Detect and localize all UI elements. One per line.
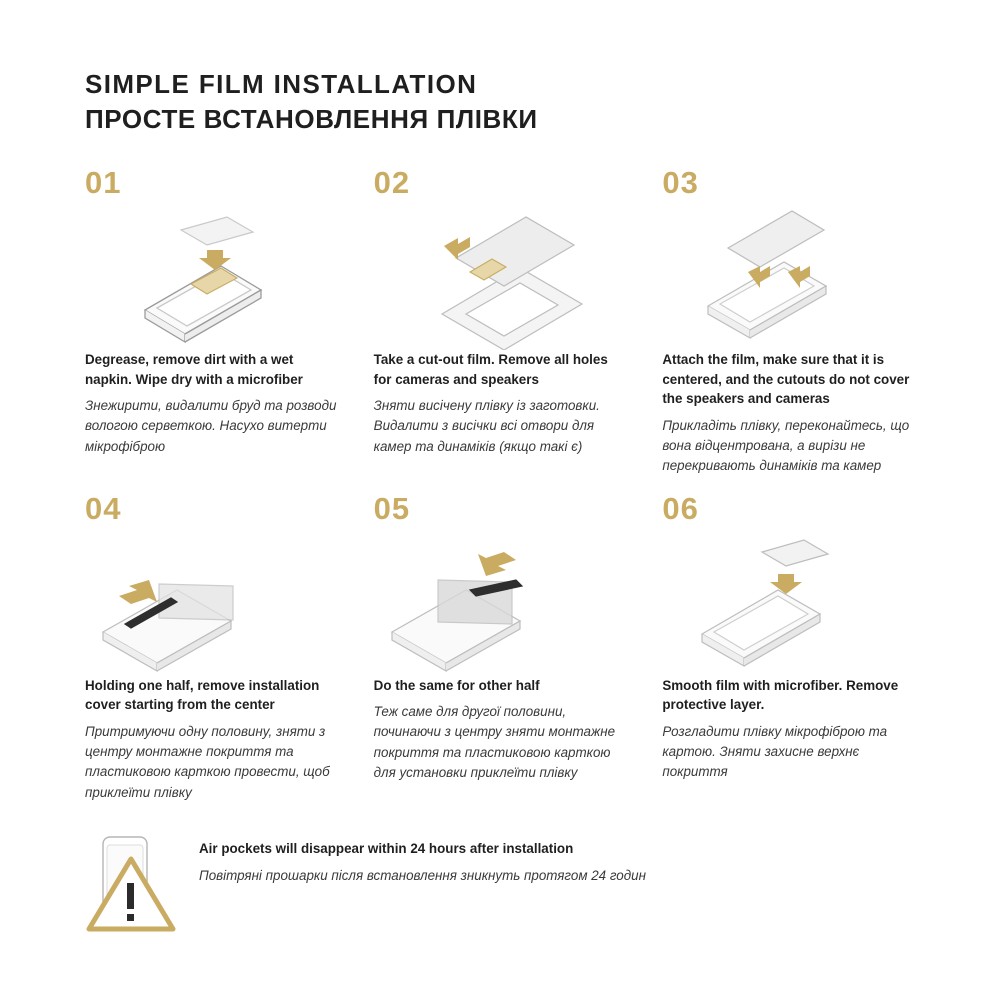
step-text-uk: Теж саме для другої половини, починаючи з центру зняти монтажне покриття та пластиковою карткою для установки приклеїти плівку — [373, 704, 616, 781]
step-number: 04 — [85, 490, 122, 526]
footer-note — [85, 833, 915, 938]
cut-out-film-icon — [374, 202, 627, 350]
step-text-uk: Прикладіть плівку, переконайтесь, що вона відцентрована, а вирізи не перекривають динаміків та камер — [662, 417, 910, 474]
step-text-en: Take a cut-out film. Remove all holes for cameras and speakers — [373, 352, 608, 387]
warning-phone-icon — [85, 833, 177, 938]
step-text-uk: Знежирити, видалити бруд та розводи вологою серветкою. Насухо витерти мікрофіброю — [85, 398, 337, 454]
step-number: 02 — [373, 165, 411, 201]
napkin-over-phone-icon — [85, 202, 338, 350]
step-02 — [374, 167, 627, 476]
page-title-uk: ПРОСТЕ ВСТАНОВЛЕННЯ ПЛІВКИ — [85, 103, 538, 134]
step-06 — [662, 487, 915, 803]
smooth-microfiber-icon — [662, 528, 915, 676]
footer-text-uk: Повітряні прошарки після встановлення зникнуть протягом 24 годин — [199, 868, 646, 884]
step-text-en: Degrease, remove dirt with a wet napkin. Wipe dry with a microfiber — [85, 352, 303, 387]
step-05 — [374, 487, 627, 803]
step-03 — [662, 167, 915, 476]
step-04 — [85, 487, 338, 803]
footer-text-en: Air pockets will disappear within 24 hours after installation — [199, 841, 574, 856]
peel-half-left-icon — [85, 528, 338, 676]
step-01 — [85, 167, 338, 476]
step-text-en: Smooth film with microfiber. Remove protective layer. — [662, 677, 899, 713]
step-text-uk: Притримуючи одну половину, зняти з центру монтажне покриття та пластиковою карткою провести, щоб приклеїти плівку — [85, 723, 330, 800]
step-number: 05 — [373, 490, 411, 526]
step-number: 01 — [85, 165, 122, 201]
page-header — [85, 70, 915, 133]
footer-text-block — [199, 833, 646, 887]
steps-grid — [85, 167, 915, 803]
step-text-uk: Розгладити плівку мікрофіброю та картою. Зняти захисне верхнє покриття — [662, 723, 888, 780]
step-number: 03 — [662, 165, 699, 201]
step-text-en: Do the same for other half — [373, 677, 540, 693]
step-text-en: Attach the film, make sure that it is centered, and the cutouts do not cover the speakers and cameras — [662, 352, 910, 407]
page-title-en: SIMPLE FILM INSTALLATION — [85, 69, 478, 99]
film-align-phone-icon — [662, 202, 915, 350]
step-text-uk: Зняти висічену плівку із заготовки. Видалити з висічки всі отвори для камер та динаміків (якщо такі є) — [373, 398, 600, 454]
step-text-en: Holding one half, remove installation cover starting from the center — [85, 677, 320, 713]
step-number: 06 — [662, 490, 699, 526]
peel-half-right-icon — [374, 528, 627, 676]
